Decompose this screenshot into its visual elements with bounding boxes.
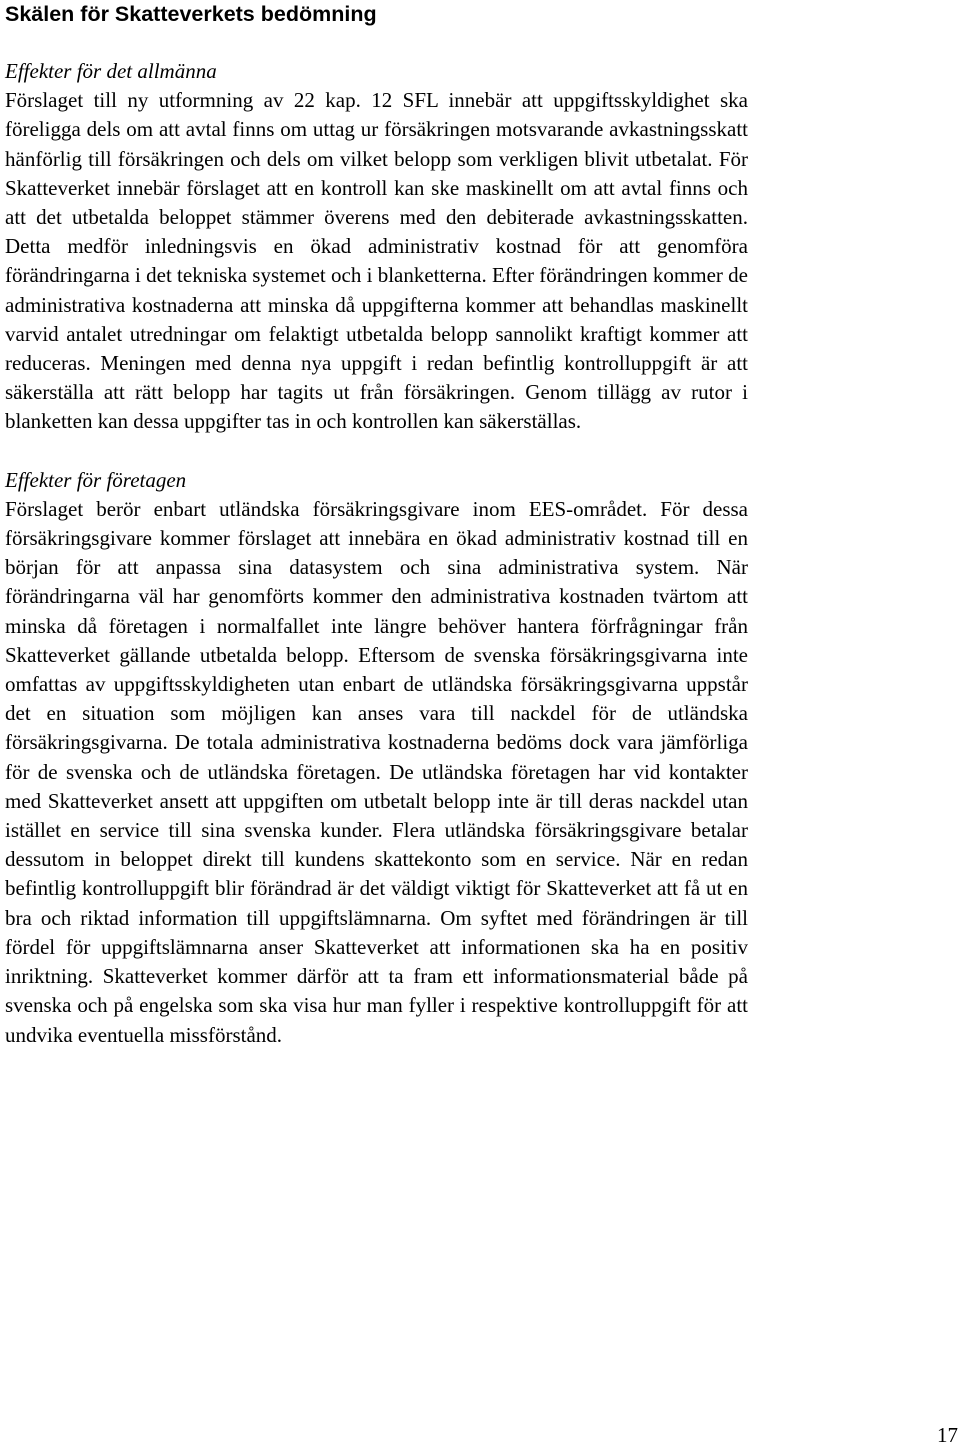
section-heading: Effekter för det allmänna: [5, 59, 217, 83]
document-title: Skälen för Skatteverkets bedömning: [5, 2, 377, 26]
section-body-paragraph: Förslaget berör enbart utländska försäkringsgivare inom EES-området. För dessa försäkringsgivare kommer förslaget att innebära en ökad administrativ kostnad till en början för att anpassa sina datasystem och sina administrativa system. När förändringarna väl har genomförts kommer den administrativa kostnaden tvärtom att minska då företagen i normalfallet inte längre behöver hantera förfrågningar från Skatteverket gällande utbetalda belopp. Eftersom de svenska försäkringsgivarna inte omfattas av uppgiftsskyldigheten utan enbart de utländska försäkringsgivarna uppstår det en situation som möjligen kan anses vara till nackdel för de utländska försäkringsgivarna. De totala administrativa kostnaderna bedöms dock vara jämförliga för de svenska och de utländska företagen. De utländska företagen har vid kontakter med Skatteverket ansett att uppgiften om utbetalt belopp inte är till deras nackdel utan istället en service till sina svenska kunder. Flera utländska försäkringsgivare betalar dessutom in beloppet direkt till kundens skattekonto som en service. När en redan befintlig kontrolluppgift blir förändrad är det väldigt viktigt för Skatteverket att få ut en bra och riktad information till uppgiftslämnarna. Om syftet med förändringen är till fördel för uppgiftslämnarna anser Skatteverket att informationen ska ha en positiv inriktning. Skatteverket kommer därför att ta fram ett informationsmaterial både på svenska och på engelska som ska visa hur man fyller i respektive kontrolluppgift för att undvika eventuella missförstånd.: [5, 496, 748, 1047]
section-body-paragraph: Förslaget till ny utformning av 22 kap. 12 SFL innebär att uppgiftsskyldighet ska föreligga dels om att avtal finns om uttag ur försäkringen motsvarande avkastningsskatt hänförlig till försäkringen och dels om vilket belopp som verkligen blivit utbetalat. För Skatteverket innebär förslaget att en kontroll kan ske maskinellt om att avtal finns och att det utbetalda beloppet stämmer överens med den debiterade avkastningsskatten. Detta medför inledningsvis en ökad administrativ kostnad för att genomföra förändringarna i det tekniska systemet och i blanketterna. Efter förändringen kommer de administrativa kostnaderna att minska då uppgifterna kommer att behandlas maskinellt varvid antalet utredningar om felaktigt utbetalda belopp sannolikt kraftigt kommer att reduceras. Meningen med denna nya uppgift i redan befintlig kontrolluppgift är att säkerställa att rätt belopp har tagits ut från försäkringen. Genom tillägg av rutor i blanketten kan dessa uppgifter tas in och kontrollen kan säkerställas.: [5, 88, 748, 434]
section-effects-companies: [5, 466, 748, 1050]
page-number: 17: [937, 1423, 958, 1447]
section-heading: Effekter för företagen: [5, 467, 187, 492]
section-effects-public: [5, 57, 748, 437]
document-page: [5, 0, 748, 1050]
